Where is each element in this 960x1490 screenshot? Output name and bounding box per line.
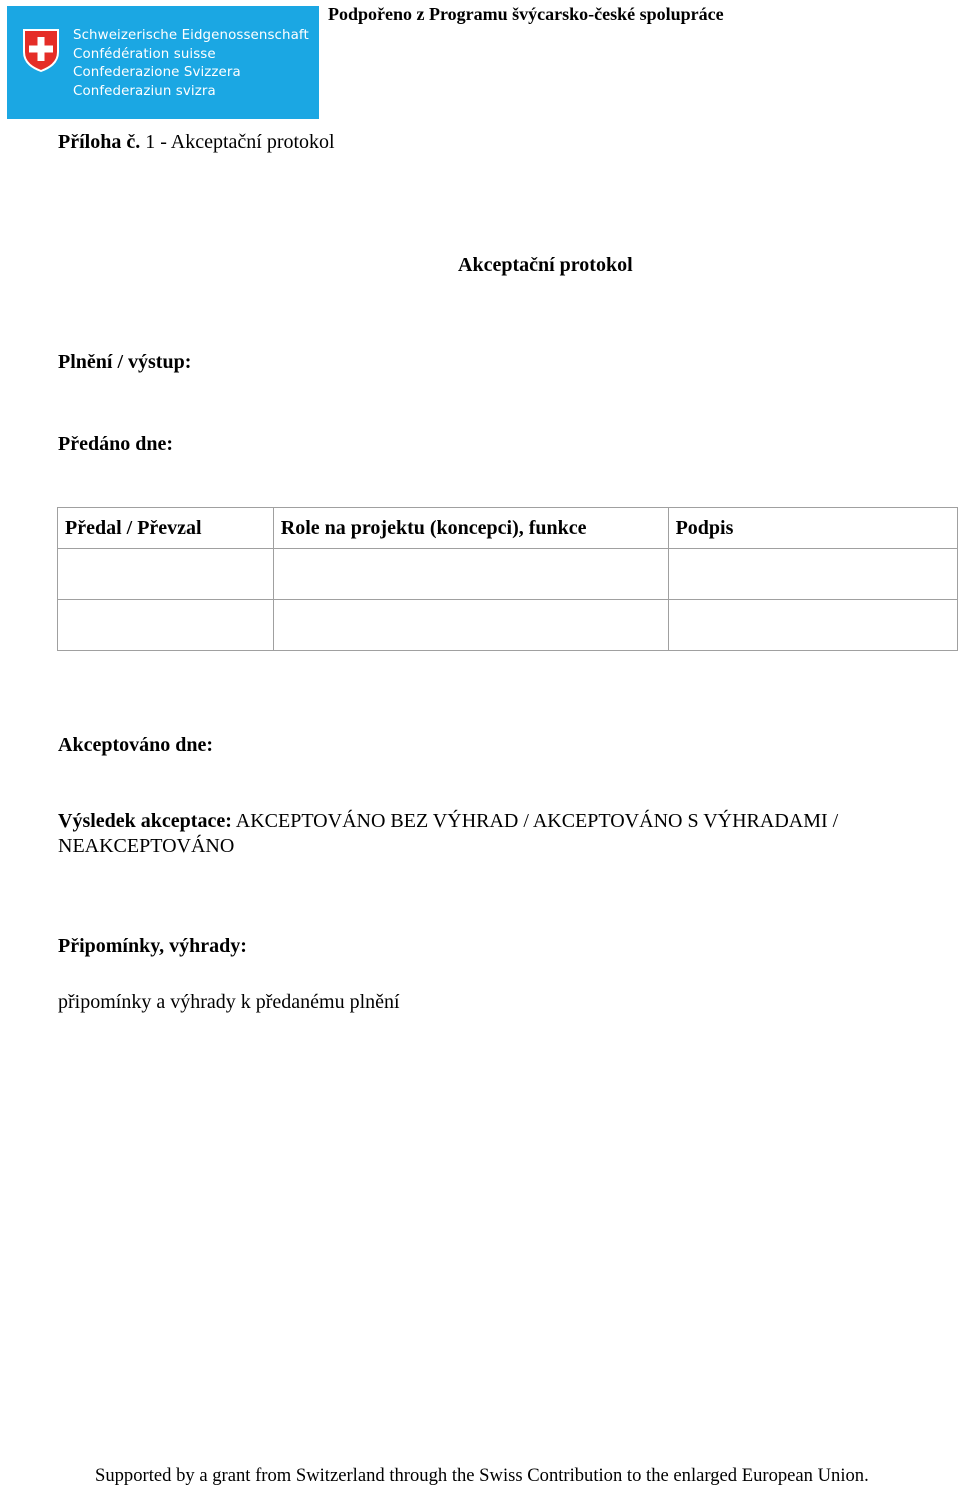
- remarks-label: Připomínky, výhrady:: [58, 935, 247, 957]
- result-options: AKCEPTOVÁNO BEZ VÝHRAD / AKCEPTOVÁNO S VÝHRADAMI / NEAKCEPTOVÁNO: [58, 810, 839, 857]
- remarks-text: připomínky a výhrady k předanému plnění: [58, 991, 400, 1013]
- footer-text: Supported by a grant from Switzerland through the Swiss Contribution to the enlarged European Union.: [95, 1465, 869, 1486]
- swiss-flag-icon: [21, 28, 61, 72]
- signature-table: [57, 507, 958, 651]
- column-header-handover: Předal / Převzal: [58, 508, 274, 549]
- document-title: Akceptační protokol: [458, 254, 633, 276]
- attachment-prefix: Příloha č.: [58, 131, 141, 153]
- table-cell: [668, 549, 957, 600]
- table-cell: [273, 600, 668, 651]
- table-cell: [273, 549, 668, 600]
- table-cell: [58, 549, 274, 600]
- column-header-role: Role na projektu (koncepci), funkce: [273, 508, 668, 549]
- header-support-text: Podpořeno z Programu švýcarsko-české spolupráce: [328, 4, 724, 24]
- attachment-title: 1 - Akceptační protokol: [140, 131, 335, 153]
- accepted-date-label: Akceptováno dne:: [58, 734, 214, 756]
- swiss-confederation-logo: [7, 6, 319, 119]
- table-cell: [668, 600, 957, 651]
- logo-text: [73, 27, 309, 101]
- column-header-signature: Podpis: [668, 508, 957, 549]
- logo-line: Confederazione Svizzera: [73, 65, 241, 81]
- table-header-row: [58, 508, 958, 549]
- table-cell: [58, 600, 274, 651]
- logo-line: Schweizerische Eidgenossenschaft: [73, 28, 309, 43]
- handover-date-label: Předáno dne:: [58, 433, 173, 455]
- table-row: [58, 600, 958, 651]
- logo-line: Confédération suisse: [73, 46, 216, 62]
- table-row: [58, 549, 958, 600]
- logo-line: Confederaziun svizra: [73, 83, 216, 99]
- result-label: Výsledek akceptace:: [58, 810, 232, 832]
- fulfillment-label: Plnění / výstup:: [58, 351, 192, 373]
- acceptance-result: [58, 809, 938, 859]
- attachment-heading: [58, 131, 335, 154]
